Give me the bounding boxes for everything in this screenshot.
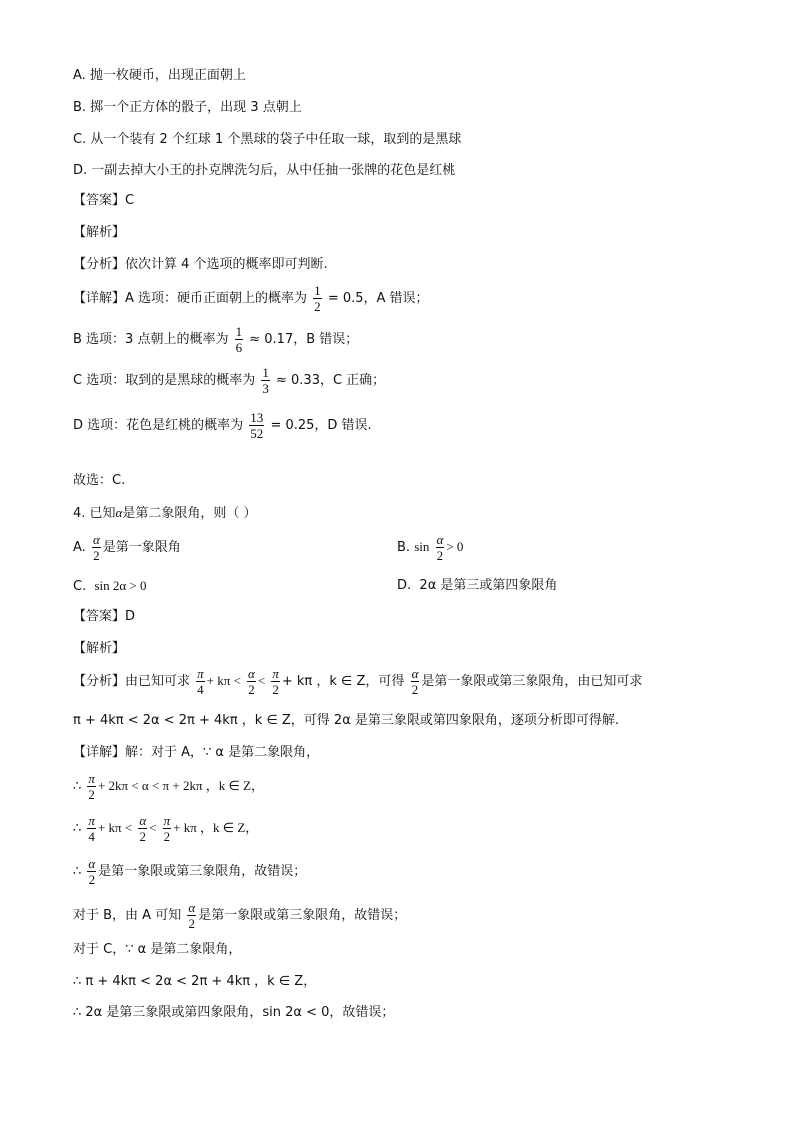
fraction: $\frac{1}{3}$ [262,365,269,396]
q4-detail-a: 【详解】解：对于 A，∵ α 是第二象限角， [73,745,320,760]
fraction: $\frac{1}{6}$ [235,324,243,355]
q3-option-d: D. 一副去掉大小王的扑克牌洗匀后，从中任抽一张牌的花色是红桃 [73,163,456,178]
q4-detail-b: 对于 B，由 A 可知 $\frac{\alpha}{2}$ 是第一象限或第三象限角，故错误； [73,900,407,931]
fraction: $\frac{\alpha}{2}$ [436,532,444,563]
fraction: $\frac{\pi}{4}$ [88,813,95,844]
q3-jiexi-heading: 【解析】 [73,225,126,240]
q4-analysis-line2: π + 4kπ < 2α < 2π + 4kπ ，k ∈ Z，可得 2α 是第三象限或第四象限角，逐项分析即可得解. [73,713,620,728]
fraction: $\frac{\pi}{2}$ [163,813,171,844]
q4-jiexi-heading: 【解析】 [73,641,126,656]
q4-answer: 【答案】D [73,609,136,624]
q3-option-a: A. 抛一枚硬币，出现正面朝上 [73,68,246,83]
q4-option-d: D. 2α 是第三或第四象限角 [397,578,558,593]
q4-option-c: C. sin 2α > 0 [73,578,147,594]
q4-detail-line8: ∴ 2α 是第三象限或第四象限角，sin 2α < 0，故错误； [73,1005,395,1020]
q3-detail-d: D 选项：花色是红桃的概率为 $\frac{13}{52}$ = 0.25，D 错误. [73,410,372,441]
q4-stem: 4. 已知α是第二象限角，则（ ） [73,505,257,521]
q4-analysis-line1: 【分析】由已知可求 $\frac{\pi}{4}$ + kπ < $\frac{\alpha}{2}$ < $\frac{\pi}{2}$ + kπ ，k ∈ Z，可得 $\frac{\alpha}{2}$ 是第一象限或第三象限角，由已知可求 [73,666,643,697]
q3-detail-b: B 选项：3 点朝上的概率为 $\frac{1}{6}$ ≈ 0.17，B 错误； [73,324,359,355]
fraction: $\frac{\alpha}{2}$ [88,856,96,887]
q3-detail-a: 【详解】A 选项：硬币正面朝上的概率为 $\frac{1}{2}$ = 0.5，A 错误； [73,283,429,314]
fraction: $\frac{\alpha}{2}$ [139,813,147,844]
q3-answer: 【答案】C [73,193,135,208]
fraction: $\frac{\pi}{2}$ [88,771,95,802]
fraction: $\frac{\alpha}{2}$ [411,666,419,697]
fraction: $\frac{\alpha}{2}$ [248,666,255,697]
q3-option-c: C. 从一个装有 2 个红球 1 个黑球的袋子中任取一球，取到的是黑球 [73,132,462,147]
q3-analysis: 【分析】依次计算 4 个选项的概率即可判断. [73,257,328,272]
fraction: $\frac{\pi}{4}$ [197,666,204,697]
fraction: $\frac{\pi}{2}$ [272,666,279,697]
q4-option-a: A. $\frac{\alpha}{2}$ 是第一象限角 [73,532,181,563]
fraction: $\frac{13}{52}$ [250,410,264,441]
q4-detail-line4: ∴ $\frac{\alpha}{2}$ 是第一象限或第三象限角，故错误； [73,856,307,887]
q4-detail-line7: ∴ π + 4kπ < 2α < 2π + 4kπ ，k ∈ Z， [73,974,317,989]
fraction: $\frac{\alpha}{2}$ [188,900,196,931]
fraction: $\frac{1}{2}$ [314,283,321,314]
q4-option-b: B. sin $\frac{\alpha}{2}$ > 0 [397,532,464,563]
q4-detail-line3: ∴ $\frac{\pi}{4}$ + kπ < $\frac{\alpha}{2}$ < $\frac{\pi}{2}$ + kπ ，k ∈ Z， [73,813,259,844]
q3-conclusion: 故选：C. [73,473,126,488]
q3-option-b: B. 掷一个正方体的骰子，出现 3 点朝上 [73,100,302,115]
fraction: $\frac{\alpha}{2}$ [92,532,100,563]
q3-detail-c: C 选项：取到的是黑球的概率为 $\frac{1}{3}$ ≈ 0.33，C 正确； [73,365,386,396]
q4-detail-line2: ∴ $\frac{\pi}{2}$ + 2kπ < α < π + 2kπ ，k ∈ Z， [73,771,265,802]
q4-detail-c: 对于 C，∵ α 是第二象限角， [73,942,242,957]
